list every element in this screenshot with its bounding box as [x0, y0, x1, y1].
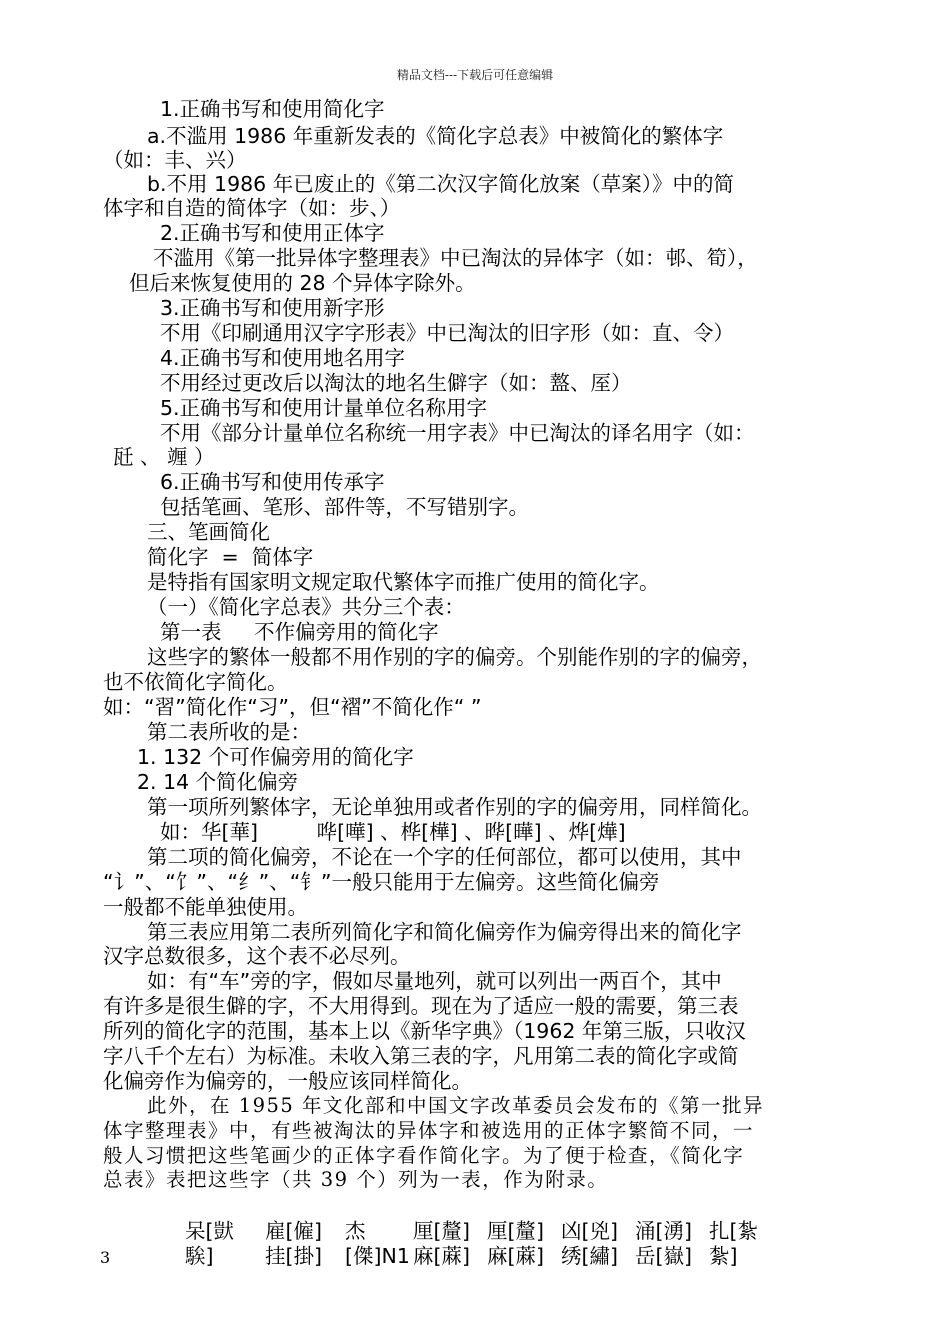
appendix-cell: 杰	[345, 1219, 366, 1243]
text-line: 1.正确书写和使用简化字	[160, 97, 385, 121]
text-line: “讠”、“饣”、“纟”、“钅”一般只能用于左偏旁。这些简化偏旁	[103, 870, 660, 894]
text-line: 一般都不能单独使用。	[103, 895, 308, 919]
text-line: 有许多是很生僻的字，不大用得到。现在为了适应一般的需要，第三表	[103, 994, 739, 1018]
appendix-cell: 厘[釐]	[487, 1219, 545, 1243]
text-line: 3.正确书写和使用新字形	[160, 296, 385, 320]
text-line: 不用《部分计量单位名称统一用字表》中已淘汰的译名用字（如：	[160, 421, 755, 445]
appendix-row-2	[172, 1217, 789, 1269]
text-line: 般人习惯把这些笔画少的正体字看作简化字。为了便于检查，《简化字	[103, 1144, 745, 1167]
appendix-cell: 雇[僱]	[265, 1219, 323, 1243]
text-line: 2.正确书写和使用正体字	[160, 221, 385, 245]
appendix-cell: 挂[掛]	[265, 1244, 323, 1268]
text-line: 不用《印刷通用汉字字形表》中已淘汰的旧字形（如：直、令）	[160, 321, 734, 345]
page-header: 精品文档---下载后可任意编辑	[396, 68, 554, 82]
text-line: 1. 132 个可作偏旁用的简化字	[137, 745, 414, 769]
text-line: 第二项的简化偏旁，不论在一个字的任何部位，都可以使用，其中	[147, 845, 742, 869]
text-line: 化偏旁作为偏旁的，一般应该同样简化。	[103, 1069, 472, 1093]
text-line: 2. 14 个简化偏旁	[137, 770, 299, 794]
text-line: 如：华[華] 哗[嘩] 、桦[樺] 、晔[曄] 、烨[燁]	[160, 820, 626, 844]
text-line: 三、笔画简化	[147, 520, 270, 544]
page-number: 3	[100, 1248, 111, 1267]
appendix-cell: [傑]N1	[345, 1244, 410, 1268]
text-line: 是特指有国家明文规定取代繁体字而推广使用的简化字。	[147, 570, 660, 594]
appendix-cell: 麻[蔴]	[413, 1244, 471, 1268]
text-line: 不滥用《第一批异体字整理表》中已淘汰的异体字（如：邨、筍），	[153, 246, 758, 270]
appendix-cell: 凶[兇]	[561, 1219, 619, 1243]
text-line: 所列的简化字的范围，基本上以《新华字典》（1962 年第三版，只收汉	[103, 1019, 746, 1043]
appendix-cell: 騃]	[185, 1244, 214, 1268]
text-line: 第三表应用第二表所列简化字和简化偏旁作为偏旁得出来的简化字	[147, 920, 742, 944]
text-line: 汉字总数很多，这个表不必尽列。	[103, 944, 411, 968]
text-line: 体字和自造的简体字（如：步、）	[103, 196, 401, 220]
text-line: 不用经过更改后以淘汰的地名生僻字（如：盩、厔）	[160, 371, 632, 395]
text-line: 但后来恢复使用的 28 个异体字除外。	[129, 271, 476, 295]
text-line: 4.正确书写和使用地名用字	[160, 346, 406, 370]
text-line: （如：丰、兴）	[103, 148, 247, 172]
appendix-cell: 涌[湧]	[635, 1219, 693, 1243]
text-line: 瓩 、 竰 ）	[113, 445, 215, 469]
text-line: a.不滥用 1986 年重新发表的《简化字总表》中被简化的繁体字	[147, 124, 724, 148]
text-line: 第二表所收的是：	[147, 720, 311, 744]
text-line: b.不用 1986 年已废止的《第二次汉字简化放案（草案）》中的简	[147, 172, 734, 196]
appendix-cell: 绣[繡]	[561, 1244, 619, 1268]
text-line: 第一项所列繁体字，无论单独用或者作别的字的偏旁用，同样简化。	[147, 795, 762, 819]
text-line: 简化字 = 简体字	[147, 545, 314, 569]
appendix-cell: 厘[釐]	[413, 1219, 471, 1243]
text-line: 包括笔画、笔形、部件等，不写错别字。	[160, 495, 529, 519]
text-line: 第一表 不作偏旁用的简化字	[160, 620, 439, 644]
text-line: 6.正确书写和使用传承字	[160, 470, 385, 494]
appendix-cell: 岳[嶽]	[635, 1244, 693, 1268]
text-line: 体字整理表》中，有些被淘汰的异体字和被选用的正体字繁简不同，一	[103, 1119, 755, 1142]
text-line: 此外，在 1955 年文化部和中国文字改革委员会发布的《第一批异	[147, 1094, 765, 1117]
text-line: 如：“習”简化作“习”，但“褶”不简化作“ ”	[103, 695, 482, 719]
appendix-cell: 扎[紮	[709, 1219, 759, 1243]
text-line: 总表》表把这些字（共 39 个）列为一表，作为附录。	[103, 1168, 609, 1191]
text-line: 如：有“车”旁的字，假如尽量地列，就可以列出一两百个，其中	[147, 969, 722, 993]
appendix-cell: 麻[蔴]	[487, 1244, 545, 1268]
text-line: 5.正确书写和使用计量单位名称用字	[160, 396, 488, 420]
text-line: 也不依简化字简化。	[103, 670, 288, 694]
text-line: 字八千个左右）为标准。未收入第三表的字，凡用第二表的简化字或简	[103, 1044, 739, 1068]
appendix-cell: 呆[獃	[185, 1219, 235, 1243]
text-line: 这些字的繁体一般都不用作别的字的偏旁。个别能作别的字的偏旁，	[147, 645, 762, 669]
text-line: （一）《简化字总表》共分三个表：	[147, 595, 465, 619]
appendix-cell: 紮]	[709, 1244, 738, 1268]
